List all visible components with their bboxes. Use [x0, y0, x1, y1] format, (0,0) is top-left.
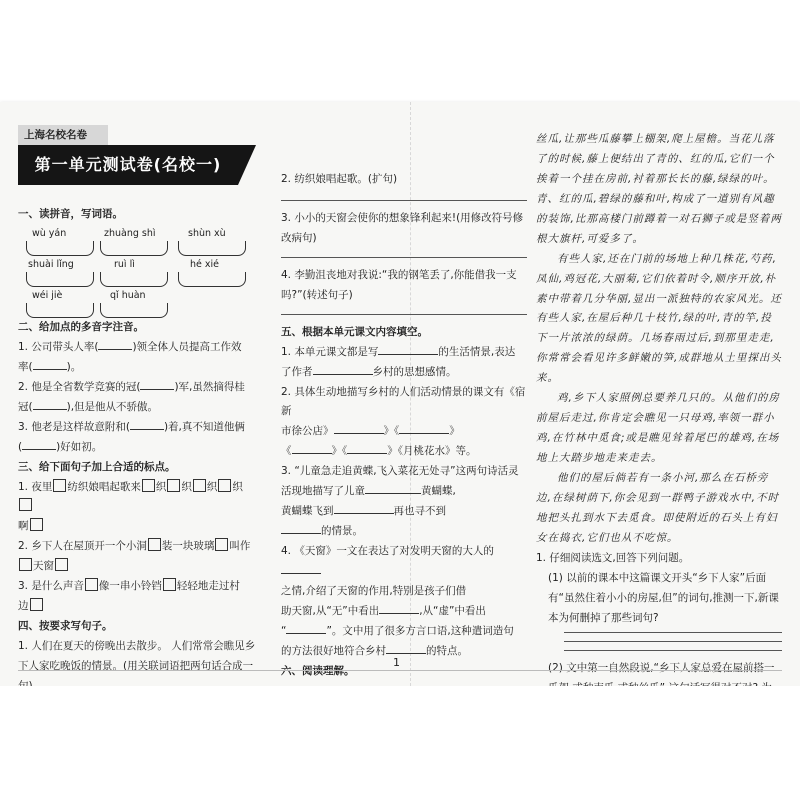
punct-box[interactable] [30, 598, 43, 611]
answer-blank[interactable] [22, 449, 56, 450]
pinyin-1: wù yán [32, 228, 67, 239]
q-text: 黄蝴蝶, [421, 485, 456, 498]
column-left [18, 205, 256, 225]
reading-q1: (1) 以前的课本中这篇课文开头“乡下人家”后面有“虽然住着小小的房屋,但”的词句,推测一下,新课本为何删掉了那些词句? [548, 571, 779, 624]
s4-q3: 3. 小小的天窗会使你的想象锋利起来!(用修改符号修改病句) [281, 211, 524, 244]
q-text: 织 [181, 480, 192, 493]
q-text: 像一串小铃铛 [98, 580, 162, 593]
q-text: ),但是他从不骄傲。 [66, 400, 159, 413]
page-number: 1 [393, 656, 400, 669]
section-2 [18, 318, 256, 697]
page-background [0, 686, 800, 800]
q-text: 叫作 [229, 540, 251, 553]
series-badge: 上海名校名卷 [18, 125, 108, 145]
q-text: 率( [18, 360, 33, 373]
punct-box[interactable] [30, 518, 43, 531]
punct-box[interactable] [193, 479, 206, 492]
pinyin-2: zhuàng shì [104, 228, 156, 239]
q-text: 》《 [331, 445, 348, 458]
passage-para-4: 他们的屋后倘若有一条小河,那么在石桥旁边,在绿树荫下,你会见到一群鸭子游戏水中,不时地把头扎到水下去觅食。即使附近的石头上有妇女在捣衣,它们也从不吃惊。 [536, 471, 780, 544]
section-1-heading: 一、读拼音，写词语。 [18, 208, 123, 220]
q-text: )领全体人员提高工作效 [132, 340, 242, 353]
q-text: 再也寻不到 [393, 505, 446, 518]
q-text: 》《 [383, 425, 400, 438]
answer-blank[interactable] [130, 429, 164, 430]
answer-blank[interactable] [33, 369, 67, 370]
s4-q4: 4. 李勤沮丧地对我说:“我的钢笔丢了,你能借我一支吗?”(转述句子) [281, 268, 517, 301]
answer-blank[interactable] [281, 533, 321, 534]
q-text: 2. 他是全省数学竞赛的冠( [18, 380, 141, 393]
punct-box[interactable] [148, 538, 161, 551]
section-4-heading: 四、按要求写句子。 [18, 620, 113, 633]
answer-line[interactable] [281, 314, 527, 315]
section-3-heading: 三、给下面句子加上合适的标点。 [18, 460, 176, 473]
q-text: 2. 具体生动地描写乡村的人们活动情景的课文有《宿新 [281, 385, 526, 418]
answer-line[interactable] [564, 641, 782, 642]
passage-para-2: 有些人家,还在门前的场地上种几株花,芍药,凤仙,鸡冠花,大丽菊,它们依着时令,顺序开放,朴素中带着几分华丽,显出一派独特的农家风光。还有些人家,在屋后种几十枝竹,绿的叶,青的竿,投下一片浓浓的绿荫。几场春雨过后,到那里走走,你常常会看见许多鲜嫩的笋,成群地从土里探出头来。 [536, 252, 782, 385]
q-text: ”。文中用了很多方言口语,这种遣词造句 [326, 624, 514, 637]
section-2-heading: 二、给加点的多音字注音。 [18, 321, 144, 333]
q-text: 4. 《天窗》一文在表达了对发明天窗的大人的 [281, 545, 494, 557]
q-text: 织 [206, 480, 218, 493]
q-text: 的情景。 [321, 525, 363, 538]
passage-para-1-cont: 丝瓜,让那些瓜藤攀上棚架,爬上屋檐。当花儿落了的时候,藤上便结出了青的、红的瓜,它们一个挨着一个挂在房前,衬着那长长的藤,绿绿的叶。青、红的瓜,碧绿的藤和叶,构成了一道别有风趣的装饰,比那高楼门前蹲着一对石狮子或是竖着两根大旗杆,可爱多了。 [536, 133, 782, 245]
answer-blank[interactable] [365, 493, 421, 494]
answer-blank[interactable] [33, 409, 67, 410]
q-text: 黄蝴蝶飞到 [281, 505, 334, 518]
q-text: 了作者 [281, 365, 313, 378]
q-text: )好如初。 [56, 440, 103, 453]
punct-box[interactable] [218, 479, 231, 492]
pinyin-3: shùn xù [188, 228, 226, 239]
q-text: )着,真不知道他俩 [163, 420, 245, 433]
section-5-heading: 五、根据本单元课文内容填空。 [281, 325, 428, 338]
q-text: 织 [232, 480, 243, 493]
q-text: 3. 是什么声音 [18, 580, 84, 593]
answer-box[interactable] [26, 272, 94, 287]
answer-line[interactable] [281, 257, 527, 258]
q-text: ( [18, 440, 23, 453]
answer-blank[interactable] [98, 349, 132, 350]
q-text: 纺织娘唱起歌来 [67, 480, 141, 493]
answer-blank[interactable] [334, 513, 394, 514]
q-text: 冠( [18, 400, 33, 413]
page-title: 第一单元测试卷(名校一) [18, 145, 238, 185]
answer-box[interactable] [178, 272, 246, 287]
answer-box[interactable] [100, 272, 168, 287]
q-text: 《 [281, 445, 292, 458]
q-text: 啊 [18, 520, 29, 533]
q-text: 3. “儿童急走追黄蝶,飞入菜花无处寻”这两句诗活灵 [281, 465, 519, 478]
pinyin-8: qǐ huàn [110, 290, 146, 301]
pinyin-4: shuài lǐng [28, 259, 74, 270]
answer-blank[interactable] [347, 453, 387, 454]
punct-box[interactable] [142, 479, 155, 492]
answer-blank[interactable] [292, 453, 332, 454]
q-text: 1. 本单元课文都是写 [281, 345, 379, 358]
answer-box[interactable] [178, 241, 246, 256]
section-6-heading: 六、阅读理解。 [281, 664, 355, 677]
footer-rule [18, 670, 782, 671]
pinyin-5: ruì lì [114, 259, 135, 270]
q-text: 1. 公司带头人率( [18, 340, 99, 353]
q-text: 助天窗,从“无”中看出 [281, 604, 380, 617]
q-text: 之情,介绍了天窗的作用,特别是孩子们借 [281, 584, 467, 597]
punct-box[interactable] [215, 538, 228, 551]
answer-blank[interactable] [140, 389, 174, 390]
s4-q2: 2. 纺织娘唱起歌。(扩句) [281, 173, 398, 185]
reading-question-heading: 1. 仔细阅读选文,回答下列问题。 [536, 551, 690, 564]
answer-blank[interactable] [379, 613, 419, 614]
q-text: 》《月桃花水》等。 [387, 445, 477, 458]
q-text: 》 [449, 425, 460, 438]
s4-q1: 1. 人们在夏天的傍晚出去散步。 人们常常会瞧见乡下人家吃晚饭的情景。(用关联词语把两句话合成一 [18, 640, 256, 672]
q-text: 市徐公店》 [281, 425, 334, 438]
answer-blank[interactable] [386, 653, 426, 654]
answer-box[interactable] [26, 303, 94, 318]
answer-box[interactable] [26, 241, 94, 256]
q-text: 的特点。 [426, 644, 468, 657]
pinyin-6: hé xié [190, 259, 219, 270]
answer-blank[interactable] [286, 633, 326, 634]
answer-line[interactable] [564, 650, 782, 651]
answer-blank[interactable] [399, 433, 449, 434]
answer-line[interactable] [564, 632, 782, 633]
q-text: 织 [155, 480, 167, 493]
answer-blank[interactable] [313, 374, 373, 375]
answer-box[interactable] [100, 303, 168, 318]
q-text: 的生活情景,表达 [438, 345, 516, 358]
punct-box[interactable] [19, 558, 32, 571]
answer-line[interactable] [281, 200, 527, 201]
punct-box[interactable] [19, 498, 32, 511]
passage-para-3: 鸡,乡下人家照例总要养几只的。从他们的房前屋后走过,你肯定会瞧见一只母鸡,率领一群小鸡,在竹林中觅食;或是瞧见耸着尾巴的雄鸡,在场地上大踏步地走来走去。 [536, 392, 780, 464]
q-text: 边 [18, 600, 29, 613]
q-text: 2. 乡下人在屋顶开一个小洞 [18, 540, 147, 553]
reading-q2: (2) 文中第一自然段说,“乡下人家总爱在屋前搭一 [548, 662, 775, 675]
q-text: 活现地描写了儿童 [281, 485, 365, 498]
answer-blank[interactable] [334, 433, 384, 434]
q-text: ,从“虚”中看出 [419, 604, 486, 617]
q-text: 1. 夜里 [18, 480, 53, 493]
punct-box[interactable] [85, 578, 98, 591]
answer-box[interactable] [100, 241, 168, 256]
q-text: 天窗 [33, 560, 54, 573]
punct-box[interactable] [167, 479, 180, 492]
answer-blank[interactable] [281, 573, 321, 574]
punct-box[interactable] [55, 558, 68, 571]
q-text: 装一块玻璃 [161, 540, 215, 553]
q-text: )军,虽然摘得桂 [174, 380, 245, 393]
q-text: 3. 他老是这样故意附和( [18, 420, 130, 433]
column-middle [281, 170, 527, 741]
pinyin-7: wéi jiè [32, 290, 63, 301]
q-text: 轻轻地走过村 [176, 580, 240, 593]
q-text: 的方法很好地符合乡村 [281, 644, 386, 657]
answer-blank[interactable] [378, 354, 438, 355]
q-text: “ [281, 624, 287, 637]
q-text: )。 [66, 360, 82, 373]
punct-box[interactable] [53, 479, 66, 492]
column-right [536, 130, 782, 732]
q-text: 乡村的思想感情。 [372, 365, 457, 378]
punct-box[interactable] [163, 578, 176, 591]
